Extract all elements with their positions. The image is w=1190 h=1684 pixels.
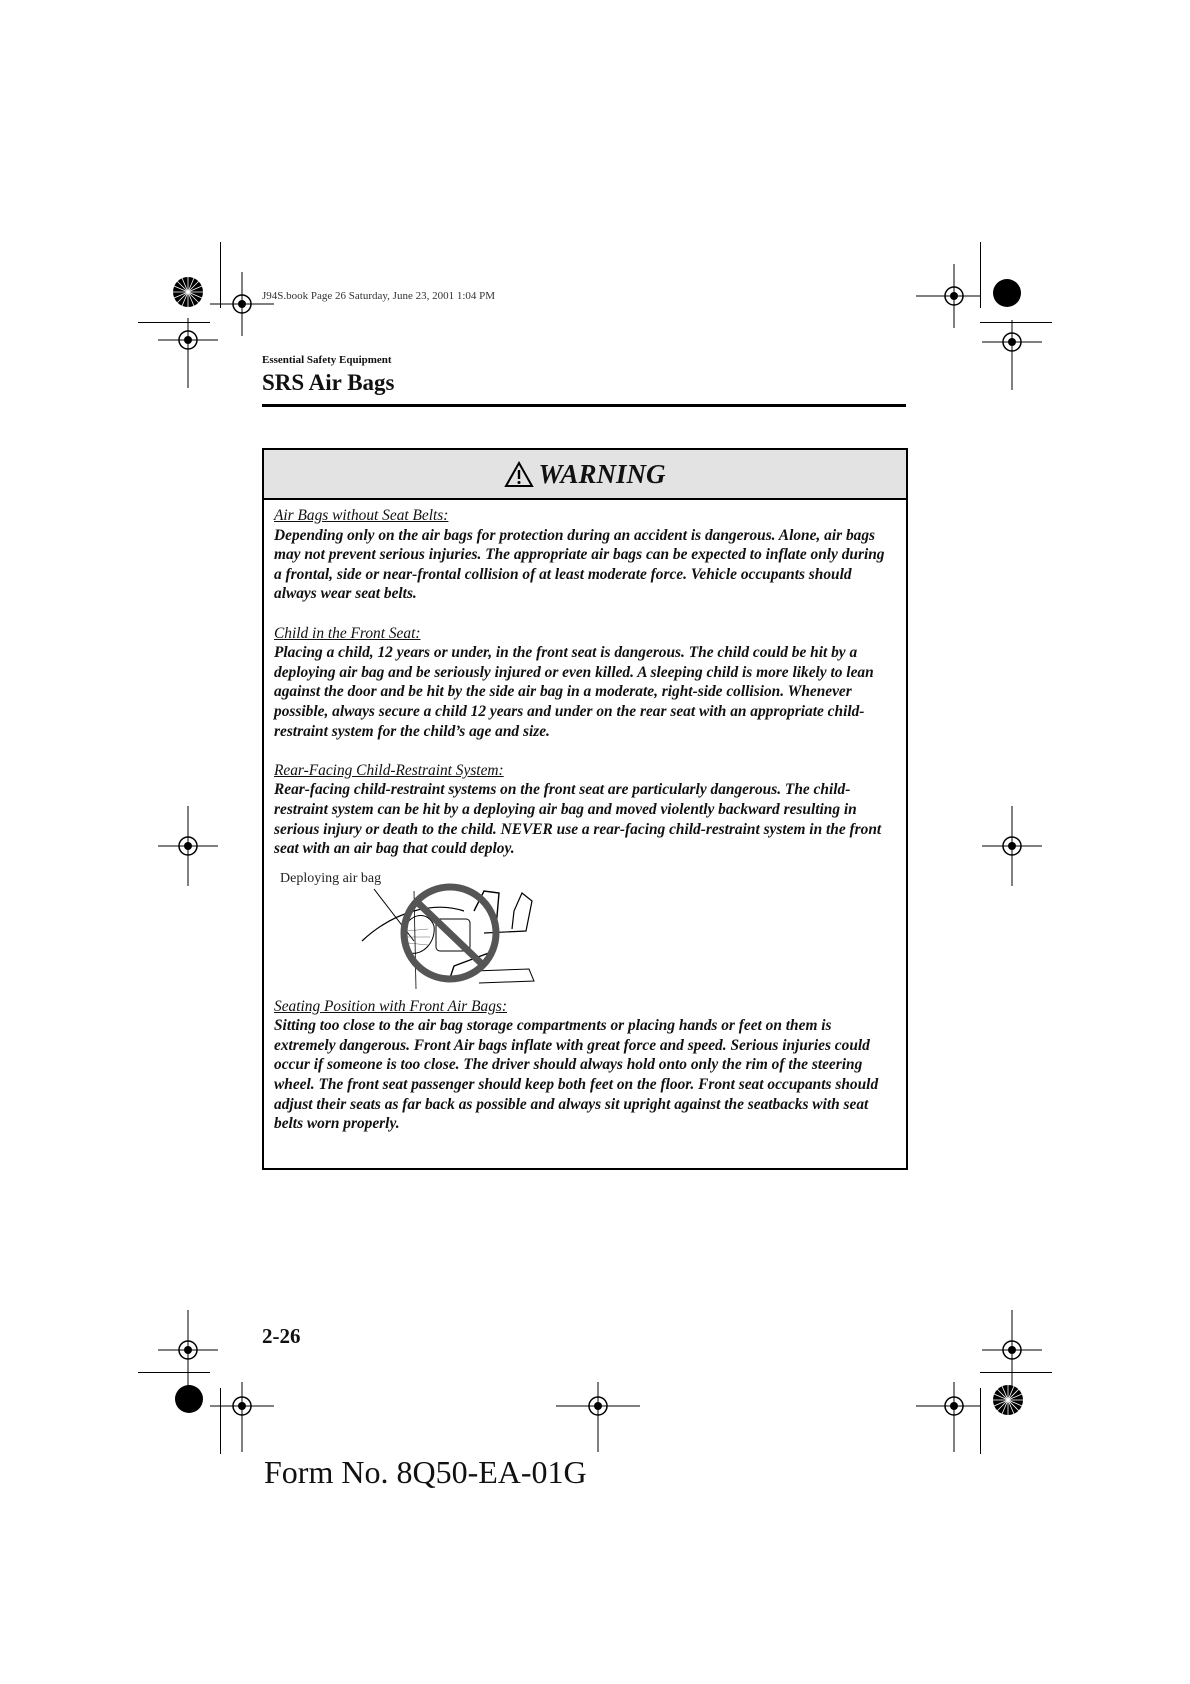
color-bar-starburst-icon [172, 276, 204, 308]
warning-header [264, 450, 906, 500]
solid-registration-dot-icon [174, 1384, 204, 1414]
trim-line [220, 1388, 221, 1454]
registration-mark-icon [158, 318, 218, 388]
paragraph-text: Rear-facing child-restraint systems on the front seat are particularly dangerous. The child-restraint system can be hit by a deploying air bag and moved violently backward resulting in serious injury or death to the child. NEVER use a rear-facing child-restraint system in the front seat with an air bag that could deploy. [274, 781, 882, 858]
registration-mark-icon [916, 264, 980, 328]
trim-line [220, 242, 221, 308]
warning-paragraph [274, 506, 896, 604]
warning-paragraph [274, 997, 896, 1134]
registration-mark-icon [158, 1310, 218, 1390]
registration-mark-icon [158, 806, 218, 886]
figure-caption: Deploying air bag [280, 870, 382, 886]
registration-mark-icon [982, 806, 1042, 886]
warning-heading: WARNING [538, 458, 666, 489]
paragraph-text: Depending only on the air bags for protection during an accident is dangerous. Alone, air bags may not prevent serious injuries. The appropriate air bags can be expected to inflate only during a frontal, side or near-frontal collision of at least moderate force. Vehicle occupants should always wear seat belts. [274, 526, 885, 603]
page-number: 2-26 [262, 1324, 301, 1348]
registration-mark-icon [982, 320, 1042, 390]
airbag-illustration [274, 869, 574, 989]
registration-mark-icon [916, 1382, 980, 1452]
trim-line [980, 1388, 981, 1454]
paragraph-text: Placing a child, 12 years or under, in the front seat is dangerous. The child could be hit by a deploying air bag and be seriously injured or even killed. A sleeping child is more likely to lean against the door and be hit by the side air bag in a moderate, right-side collision. Whenever possible, always secure a child 12 years and under on the rear seat with an appropriate child-restraint system for the child’s age and size. [274, 644, 874, 740]
solid-registration-dot-icon [992, 278, 1022, 308]
paragraph-heading: Air Bags without Seat Belts: [274, 507, 449, 524]
trim-line [138, 322, 210, 323]
trim-line [980, 322, 1052, 323]
warning-body [264, 500, 906, 1134]
registration-mark-icon [982, 1310, 1042, 1390]
trim-line [980, 1372, 1052, 1373]
paragraph-heading: Seating Position with Front Air Bags: [274, 997, 508, 1015]
color-bar-starburst-icon [992, 1384, 1024, 1416]
form-number: Form No. 8Q50-EA-01G [264, 1454, 587, 1490]
warning-paragraph [274, 624, 896, 742]
registration-mark-icon [556, 1382, 640, 1452]
trim-line [138, 1372, 210, 1373]
section-label: Essential Safety Equipment [262, 354, 392, 366]
paragraph-text: Sitting too close to the air bag storage compartments or placing hands or feet on them is extremely dangerous. Front Air bags inflate with great force and speed. Serious injuries could occur if someone is too close. The driver should always hold onto only the rim of the steering wheel. The front seat passenger should keep both feet on the floor. Front seat occupants should adjust their seats as far back as possible and always sit upright against the seatbacks with seat belts worn properly. [274, 1017, 879, 1133]
title-rule [262, 404, 906, 407]
warning-triangle-icon [504, 461, 534, 488]
warning-box [262, 448, 908, 1170]
trim-line [980, 242, 981, 308]
paragraph-heading: Rear-Facing Child-Restraint System: [274, 761, 504, 779]
print-info-line: J94S.book Page 26 Saturday, June 23, 2001 1:04 PM [262, 290, 496, 302]
paragraph-heading: Child in the Front Seat: [274, 624, 421, 642]
rear-facing-seat-prohibited-icon [354, 871, 554, 989]
page-title: SRS Air Bags [262, 370, 395, 395]
warning-paragraph [274, 761, 896, 859]
